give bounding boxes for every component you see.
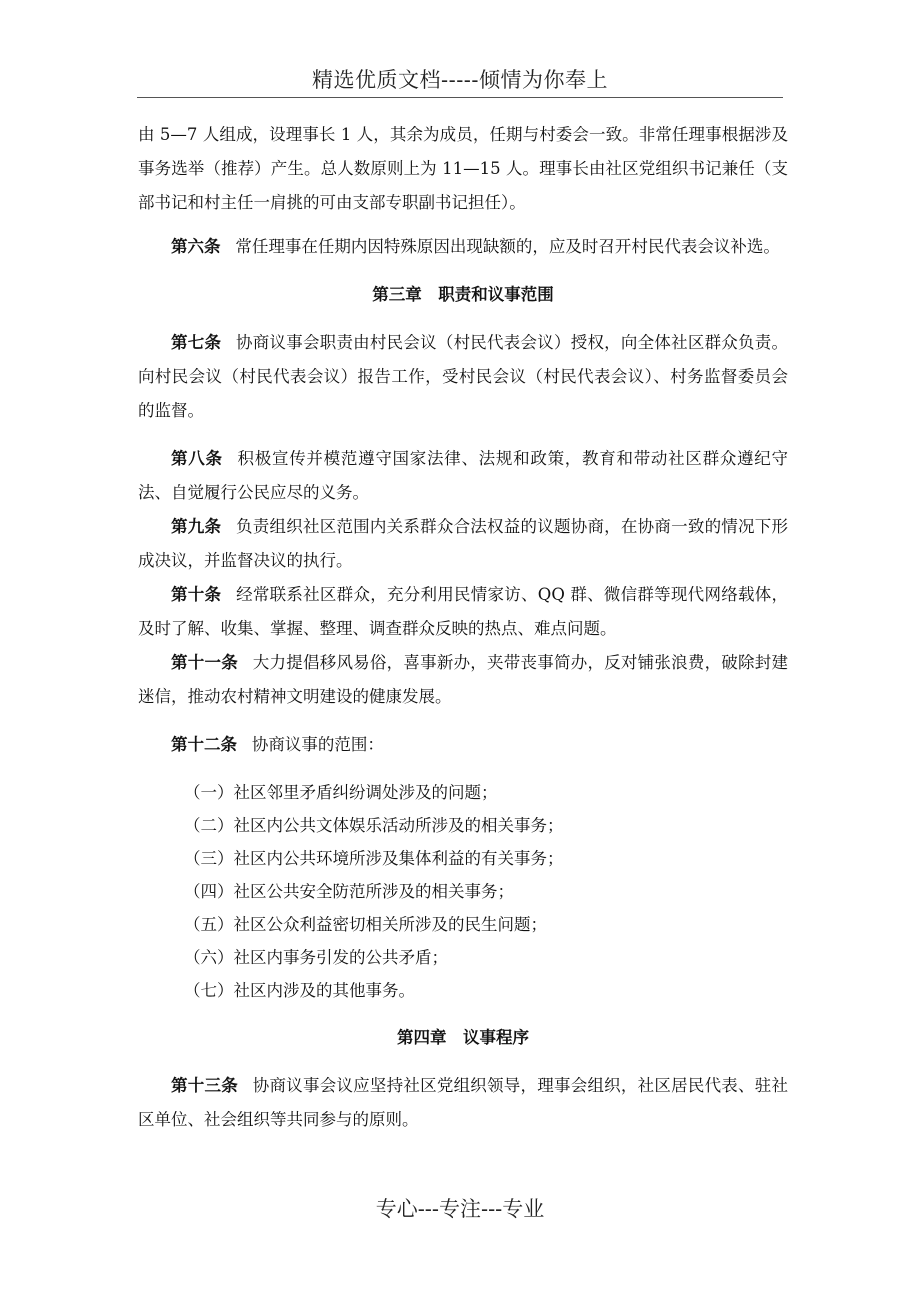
scope-list [138,776,788,1007]
article-8 [138,442,788,510]
article-label: 第十条 [171,585,222,604]
page-footer: 专心---专注---专业 [375,1197,545,1221]
article-text: 协商议事会议应坚持社区党组织领导，理事会组织，社区居民代表、驻社区单位、社会组织等共同参与的原则。 [138,1076,789,1129]
article-7 [138,326,788,428]
article-text: 负责组织社区范围内关系群众合法权益的议题协商，在协商一致的情况下形成决议，并监督决议的执行。 [138,517,789,570]
article-10 [138,578,788,646]
list-item: （六）社区内事务引发的公共矛盾； [184,948,448,967]
article-label: 第十三条 [171,1076,238,1095]
article-6 [138,230,788,264]
article-label: 第九条 [171,517,222,536]
list-item: （二）社区内公共文体娱乐活动所涉及的相关事务； [184,816,564,835]
chapter-3-heading: 第三章 职责和议事范围 [372,285,554,304]
article-9 [138,510,788,578]
article-label: 第十一条 [171,653,238,672]
article-text: 积极宣传并模范遵守国家法律、法规和政策，教育和带动社区群众遵纪守法、自觉履行公民应尽的义务。 [138,449,789,502]
article-label: 第八条 [171,449,223,468]
article-text: 协商议事会职责由村民会议（村民代表会议）授权，向全体社区群众负责。向村民会议（村民代表会议）报告工作，受村民会议（村民代表会议）、村务监督委员会的监督。 [138,333,789,420]
list-item: （五）社区公众利益密切相关所涉及的民生问题； [184,915,547,934]
list-item: （一）社区邻里矛盾纠纷调处涉及的问题； [184,783,498,802]
article-text: 协商议事的范围： [251,735,384,754]
list-item: （七）社区内涉及的其他事务。 [184,981,415,1000]
article-label: 第六条 [171,237,221,256]
article-label: 第十二条 [171,735,237,754]
list-item: （三）社区内公共环境所涉及集体利益的有关事务； [184,849,564,868]
paragraph-continuation: 由 5—7 人组成，设理事长 1 人，其余为成员，任期与村委会一致。非常任理事根据涉及事务选举（推荐）产生。总人数原则上为 11—15 人。理事长由社区党组织书记兼任（支部书记和村主任一肩挑的可由支部专职副书记担任）。 [138,125,788,212]
list-item: （四）社区公共安全防范所涉及的相关事务； [184,882,514,901]
document-body [138,118,788,1137]
article-11 [138,646,788,714]
article-13 [138,1069,788,1137]
page-header: 精选优质文档-----倾情为你奉上 [312,68,608,92]
header-divider [137,97,783,98]
article-12 [138,728,788,762]
article-text: 大力提倡移风易俗，喜事新办，夹带丧事简办，反对铺张浪费，破除封建迷信，推动农村精神文明建设的健康发展。 [138,653,789,706]
article-text: 经常联系社区群众，充分利用民情家访、QQ 群、微信群等现代网络载体，及时了解、收集、掌握、整理、调查群众反映的热点、难点问题。 [138,585,788,638]
article-text: 常任理事在任期内因特殊原因出现缺额的，应及时召开村民代表会议补选。 [235,237,780,256]
article-label: 第七条 [171,333,222,352]
chapter-4-heading: 第四章 议事程序 [397,1028,529,1047]
